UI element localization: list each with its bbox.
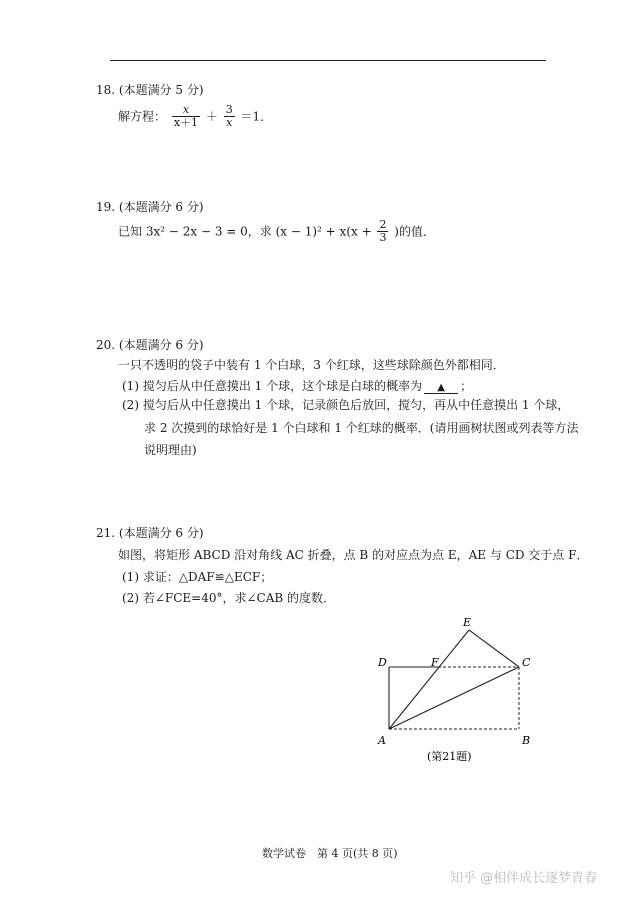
- label-E: E: [463, 616, 472, 629]
- q20-part2-line3: 说明理由): [144, 443, 197, 457]
- q19-fraction: $\frac{2}{3}$: [379, 218, 387, 245]
- q19-given: 3x² − 2x − 3 = 0，求: [145, 224, 272, 239]
- q21-figure: [370, 612, 550, 767]
- segment-EC: [469, 630, 519, 667]
- q19-header: [96, 201, 204, 213]
- q20-part2-line2: 求 2 次摸到的球恰好是 1 个白球和 1 个红球的概率．(请用画树状图或列表等方法: [144, 421, 579, 435]
- q18-score: (本题满分 5 分): [118, 83, 204, 97]
- label-C: C: [522, 656, 531, 669]
- q20-number: 20.: [96, 338, 116, 352]
- figure-caption: (第21题): [427, 750, 472, 763]
- header-rule: [110, 60, 546, 61]
- q20-part1: (1) 搅匀后从中任意摸出 1 个球，这个球是白球的概率为 ▲ ；: [122, 379, 473, 393]
- answer-blank: ▲: [424, 383, 458, 394]
- q21-part1: (1) 求证：△DAF≌△ECF；: [122, 570, 273, 584]
- q21-number: 21.: [96, 526, 116, 540]
- label-A: A: [378, 734, 386, 747]
- q18-number: 18.: [96, 83, 116, 97]
- q20-score: (本题满分 6 分): [118, 338, 204, 352]
- q21-part2: (2) 若∠FCE=40°，求∠CAB 的度数．: [122, 591, 336, 605]
- label-B: B: [522, 734, 531, 747]
- q20-part2-line1: (2) 搅匀后从中任意摸出 1 个球，记录颜色后放回，搅匀，再从中任意摸出 1 个球，: [122, 398, 570, 412]
- label-D: D: [378, 656, 387, 669]
- q20-intro: 一只不透明的袋子中装有 1 个白球，3 个红球，这些球除颜色外都相同．: [118, 358, 505, 372]
- q18-equation: 解方程： $\frac{x}{x+1}$ ＋ $\frac{3}{x}$ ＝1．: [118, 103, 273, 130]
- q18-prompt: 解方程：: [118, 109, 167, 124]
- segment-AC: [389, 667, 519, 729]
- q19-expression: (x − 1)² + x(x +: [275, 224, 372, 239]
- q18-fraction-2: $\frac{3}{x}$: [225, 103, 233, 130]
- q18-header: [96, 84, 204, 96]
- q20-header: [96, 339, 204, 351]
- q21-score: (本题满分 6 分): [118, 526, 204, 540]
- q19-number: 19.: [96, 200, 116, 214]
- segment-AE: [389, 630, 469, 729]
- page-footer: 数学试卷 第 4 页(共 8 页): [262, 847, 398, 860]
- watermark: 知乎 @相伴成长逐梦青春: [450, 871, 598, 886]
- q21-intro: 如图，将矩形 ABCD 沿对角线 AC 折叠，点 B 的对应点为点 E，AE 与 CD 交于点 F．: [118, 548, 589, 562]
- q18-fraction-1: $\frac{x}{x+1}$: [173, 103, 199, 130]
- label-F: F: [431, 656, 439, 669]
- q19-score: (本题满分 6 分): [118, 200, 204, 214]
- q19-statement: 已知 3x² − 2x − 3 = 0，求 (x − 1)² + x(x + $\frac{2}{3}$ )的值．: [118, 218, 435, 245]
- q21-header: [96, 527, 204, 539]
